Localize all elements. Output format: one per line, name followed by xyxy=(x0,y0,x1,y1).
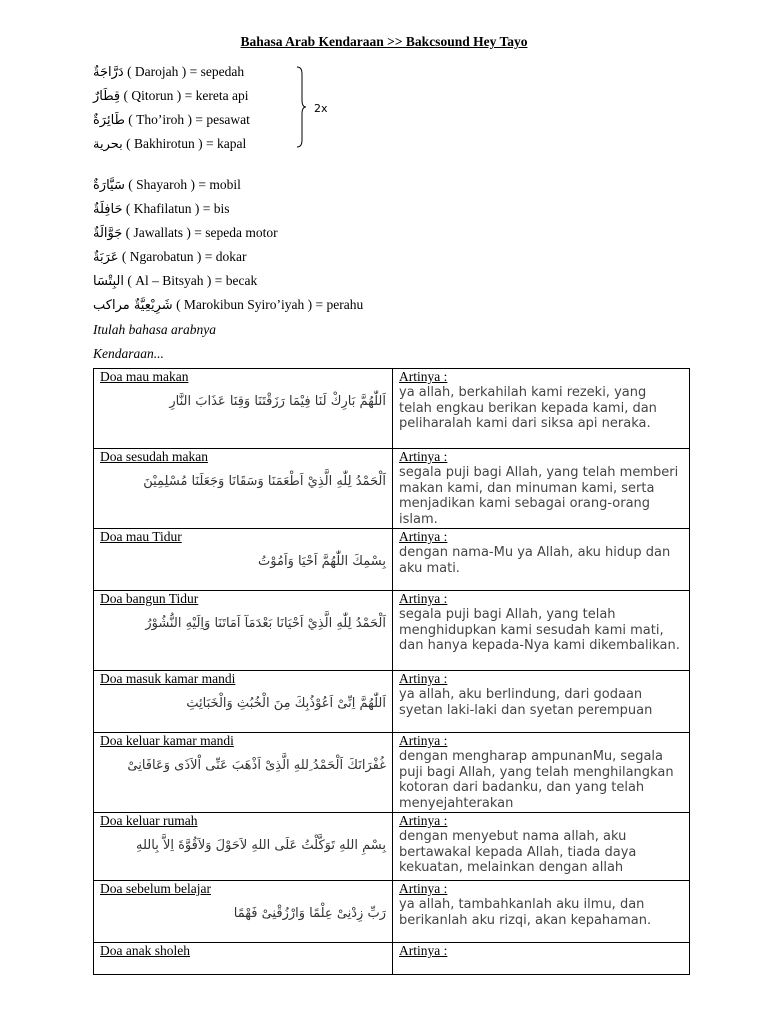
closing-line: Kendaraan... xyxy=(93,346,164,361)
vocab-line xyxy=(93,224,278,242)
vocab-arabic: شَرِيْعِيَّةٌ مراكب xyxy=(93,298,173,313)
vocab-arabic: دَرَّاجَةٌ xyxy=(93,65,124,80)
doa-arabic: اَللّٰهُمَّ بَارِكْ لَنَا فِيْمَا رَزَقْتَنَا وَقِنَا عَذَابَ النَّارِ xyxy=(169,394,386,409)
table-row xyxy=(94,529,690,591)
doa-arabic: غُفْرَانَكَ اَلْحَمْدُ ِللهِ الَّذِىْ اَذْهَبَ عَنِّى اْلاَذَى وَعَافَانِىْ xyxy=(127,758,386,773)
arti-cell xyxy=(393,813,690,881)
vocab-arabic: جَوَّالَةٌ xyxy=(93,226,123,241)
arti-cell xyxy=(393,591,690,671)
vocab-arabic: قِطَارٌ xyxy=(93,89,121,104)
doa-arabic: اَللّٰهُمَّ اِنِّىْ اَعُوْذُبِكَ مِنَ الْخُبُثِ وَالْخَبَائِثِ xyxy=(186,696,386,711)
vocab-arabic: حَافِلَةٌ xyxy=(93,202,123,217)
arti-cell xyxy=(393,671,690,733)
doa-arabic: اَلْحَمْدُ لِلّٰهِ الَّذِيْ اَطْعَمَنَا وَسَقَانَا وَجَعَلَنَا مُسْلِمِيْنَ xyxy=(143,474,386,489)
vocab-arabic: سَيَّارَةٌ xyxy=(93,178,125,193)
doa-title: Doa anak sholeh xyxy=(100,943,190,958)
vocab-meaning: ( Bakhirotun ) = kapal xyxy=(122,136,247,151)
vocab-meaning: ( Ngarobatun ) = dokar xyxy=(118,249,247,264)
vocab-line xyxy=(93,296,363,314)
table-row xyxy=(94,671,690,733)
doa-cell xyxy=(94,881,393,943)
arti-cell xyxy=(393,733,690,813)
doa-title: Doa sesudah makan xyxy=(100,449,208,464)
arti-label: Artinya : xyxy=(399,529,448,544)
vocab-meaning: ( Marokibun Syiro’iyah ) = perahu xyxy=(172,297,364,312)
vocab-line xyxy=(93,200,229,218)
doa-arabic: بِسْمِكَ اللّٰهُمَّ اَحْيَا وَاَمُوْتُ xyxy=(258,554,386,569)
arti-label: Artinya : xyxy=(399,671,448,686)
vocab-line xyxy=(93,87,248,105)
vocab-meaning: ( Tho’iroh ) = pesawat xyxy=(124,112,250,127)
doa-cell xyxy=(94,591,393,671)
vocab-meaning: ( Shayaroh ) = mobil xyxy=(124,177,241,192)
doa-title: Doa mau Tidur xyxy=(100,529,182,544)
doa-arabic: بِسْمِ اللهِ تَوَكَّلْتُ عَلَى اللهِ لاَحَوْلَ وَلاَقُوَّةَ اِلاَّ بِاللهِ xyxy=(136,838,386,853)
table-row xyxy=(94,449,690,529)
vocab-line xyxy=(93,176,241,194)
vocab-line xyxy=(93,248,246,266)
vocab-arabic: عَرَبَةٌ xyxy=(93,250,119,265)
vocab-arabic: البِتْسَا xyxy=(93,274,124,289)
vocab-line xyxy=(93,272,257,290)
arti-text: segala puji bagi Allah, yang telah memberi makan kami, dan minuman kami, serta menjadikan kami sebagai orang-orang islam. xyxy=(399,465,679,527)
table-row xyxy=(94,733,690,813)
table-row xyxy=(94,369,690,449)
doa-title: Doa keluar kamar mandi xyxy=(100,733,234,748)
doa-cell xyxy=(94,813,393,881)
vocab-arabic: طَائِرَةٌ xyxy=(93,113,125,128)
vocab-meaning: ( Darojah ) = sepedah xyxy=(123,64,245,79)
doa-title: Doa sebelum belajar xyxy=(100,881,211,896)
doa-cell xyxy=(94,733,393,813)
doa-arabic: رَبِّ زِدْنِىْ عِلْمًا وَارْزُقْنِىْ فَهْمًا xyxy=(233,906,386,921)
arti-text: dengan menyebut nama allah, aku bertawakal kepada Allah, tiada daya kekuatan, melainkan dengan allah xyxy=(399,829,637,875)
arti-label: Artinya : xyxy=(399,449,448,464)
arti-label: Artinya : xyxy=(399,881,448,896)
arti-text: segala puji bagi Allah, yang telah menghidupkan kami sesudah kami mati, dan hanya kepada-Nya kami dikembalikan. xyxy=(399,607,680,653)
doa-cell xyxy=(94,943,393,975)
arti-label: Artinya : xyxy=(399,943,448,958)
arti-cell xyxy=(393,881,690,943)
table-row xyxy=(94,591,690,671)
doa-title: Doa mau makan xyxy=(100,369,189,384)
table-row xyxy=(94,943,690,975)
vocab-line xyxy=(93,63,244,81)
page-title: Bahasa Arab Kendaraan >> Bakcsound Hey Tayo xyxy=(240,34,528,49)
vocab-meaning: ( Khafilatun ) = bis xyxy=(122,201,230,216)
vocab-arabic: بحرية xyxy=(93,137,123,152)
arti-label: Artinya : xyxy=(399,369,448,384)
arti-label: Artinya : xyxy=(399,591,448,606)
arti-label: Artinya : xyxy=(399,813,448,828)
doa-cell xyxy=(94,449,393,529)
vocab-meaning: ( Al – Bitsyah ) = becak xyxy=(123,273,258,288)
repeat-label: 2x xyxy=(314,102,328,115)
arti-text: ya allah, aku berlindung, dari godaan syetan laki-laki dan syetan perempuan xyxy=(399,687,653,718)
closing-line: Itulah bahasa arabnya xyxy=(93,322,216,337)
brace-icon xyxy=(296,66,306,148)
arti-cell xyxy=(393,943,690,975)
arti-text: ya allah, berkahilah kami rezeki, yang telah engkau berikan kepada kami, dan peliharalah kami dari siksa api neraka. xyxy=(399,385,657,431)
doa-cell xyxy=(94,529,393,591)
arti-text: ya allah, tambahkanlah aku ilmu, dan berikanlah aku rizqi, akan kepahaman. xyxy=(399,897,652,928)
vocab-line xyxy=(93,135,246,153)
doa-title: Doa keluar rumah xyxy=(100,813,198,828)
vocab-meaning: ( Jawallats ) = sepeda motor xyxy=(122,225,278,240)
arti-text: dengan nama-Mu ya Allah, aku hidup dan aku mati. xyxy=(399,545,671,576)
table-row xyxy=(94,813,690,881)
doa-table xyxy=(93,368,690,975)
table-row xyxy=(94,881,690,943)
doa-title: Doa masuk kamar mandi xyxy=(100,671,236,686)
doa-cell xyxy=(94,369,393,449)
doa-cell xyxy=(94,671,393,733)
vocab-line xyxy=(93,111,250,129)
arti-text: dengan mengharap ampunanMu, segala puji bagi Allah, yang telah menghilangkan kotoran dari badanku, dan yang telah menyejahterakan xyxy=(399,749,674,811)
doa-title: Doa bangun Tidur xyxy=(100,591,199,606)
vocab-meaning: ( Qitorun ) = kereta api xyxy=(120,88,249,103)
arti-cell xyxy=(393,449,690,529)
arti-cell xyxy=(393,529,690,591)
arti-cell xyxy=(393,369,690,449)
doa-arabic: اَلْحَمْدُ لِلّٰهِ الَّذِيْ اَحْيَانَا بَعْدَمَآ اَمَاتَنَا وَاِلَيْهِ النُّشُوْرُ xyxy=(145,616,386,631)
arti-label: Artinya : xyxy=(399,733,448,748)
